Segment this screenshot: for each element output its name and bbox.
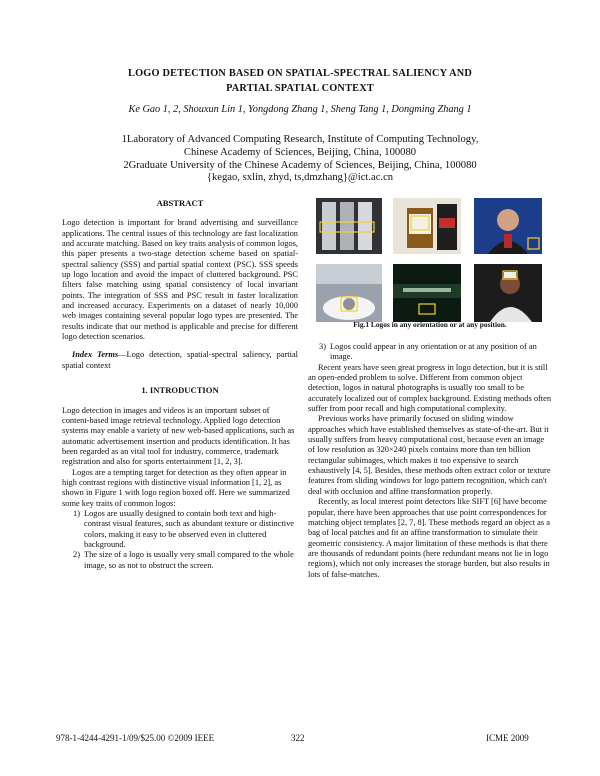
figure-1: [316, 198, 542, 324]
author-list: Ke Gao 1, 2, Shouxun Lin 1, Yongdong Zhang 1, Sheng Tang 1, Dongming Zhang 1: [128, 104, 472, 115]
list-item: 2) The size of a logo is usually very small compared to the whole image, so as not to obstruct the screen.: [73, 550, 294, 570]
figure-caption: Fig.1 Logos in any orientation or at any position.: [353, 320, 507, 329]
affiliation-line: 2Graduate University of the Chinese Academy of Sciences, Beijing, China, 100080: [123, 159, 477, 171]
figure-photo: [316, 198, 382, 254]
photo-perfume: [393, 198, 461, 254]
body-paragraph: Previous works have primarily focused on sliding window approaches which have established themselves as state-of-the-art. But it usually suffers from heavy computational cost, because even an image of low resolution as 320×240 pixels contains more than ten billion rectangular subimages, which makes it too expensive to search exhaustively [4, 5]. Besides, these methods often extract color or texture features from sliding windows for logo pattern recognition, which can't deal with occlusion and affine transformation properly.: [308, 414, 551, 496]
photo-news-anchor: [474, 198, 542, 254]
figure-photo: [474, 198, 542, 254]
index-terms-text: —Logo detection, spatial-spectral saliency, partial spatial context: [62, 350, 298, 370]
photo-tennis-player: [474, 264, 542, 322]
index-terms: [62, 350, 298, 371]
list-item: 1) Logos are usually designed to contain both text and high-contrast visual features, such as abundant texture or distinctive colors, making it easy to be observed even in cluttered background.: [73, 508, 295, 549]
list-item: 3) Logos could appear in any orientation or at any position of an image.: [319, 342, 537, 362]
page-number: 322: [291, 733, 305, 743]
index-terms-label: Index Terms: [72, 350, 119, 360]
title-line-2: PARTIAL SPATIAL CONTEXT: [226, 83, 374, 94]
right-column: [308, 342, 552, 580]
affiliations: [60, 134, 540, 185]
left-column: [62, 198, 298, 571]
traits-list: [62, 509, 298, 571]
intro-paragraph: Logo detection in images and videos is an important subset of content-based image retrieval technology. Applied logo detection systems may enable a variety of new web-based applications, such as automatic advertisement insertion and products identification. It has been regarded as an vital tool for industry, commerce, trademark registration and also for sports entertainment [1, 2, 3].: [62, 405, 295, 467]
figure-photo: [393, 264, 461, 322]
affiliation-line: 1Laboratory of Advanced Computing Research, Institute of Computing Technology,: [121, 134, 479, 145]
photo-bottles: [316, 198, 382, 254]
figure-photo: [316, 264, 382, 322]
footer-copyright: 978-1-4244-4291-1/09/$25.00 ©2009 IEEE: [56, 733, 215, 743]
introduction-heading: 1. INTRODUCTION: [141, 385, 219, 396]
affiliation-line: Chinese Academy of Sciences, Beijing, China, 100080: [183, 146, 417, 158]
paper-title: [60, 66, 540, 96]
body-paragraph: Recently, as local interest point detectors like SIFT [6] have become popular, there have been approaches that use point correspondences for matching object templates [2, 7, 8]. These methods regard an object as a bag of local patches and fit an affine transformation to simulate their geometric consistency. A major limitation of these methods is that there are thousands of redundant points (here redundant means not lie in logo regions), which not only increases the storage burden, but also results in lots of false-matches.: [308, 497, 550, 579]
body-paragraph: Recent years have seen great progress in logo detection, but it is still an open-ended problem to solve. Different from common object detection, logos in natural photographs is usually too small to be accurately localized out of complex background. Existing methods often suffer from poor recall and high computational complexity.: [308, 362, 552, 414]
photo-dark-ad: [393, 264, 461, 322]
intro-paragraph: Logos are a tempting target for detection as they often appear in high contrast regions with distinctive visual information [1, 2], as shown in Figure 1 with logo region boxed off. Here we summarized some key traits of common logos:: [62, 467, 290, 508]
abstract-text: Logo detection is important for brand advertising and surveillance applications. The central issues of this technology are fast localization and accurate matching. Based on key traits analysis of common logos, this paper presents a two-stage detection scheme based on spatial-spectral saliency (SSS) and partial spatial context (PSC). SSS speeds up logo location and avoid the impact of cluttered background. PSC filters false matching using spatial consistency of local invariant points. The integration of SSS and PSC result in faster localization and increased accuracy. Experiments on a dataset of nearly 10,000 web images containing several popular logo types are presented. The results indicate that our method is applicable and precise for different logo detection scenarios.: [62, 218, 298, 342]
title-line-1: LOGO DETECTION BASED ON SPATIAL-SPECTRAL SALIENCY AND: [128, 68, 472, 79]
footer-conference: ICME 2009: [486, 733, 529, 743]
abstract-heading: ABSTRACT: [156, 198, 204, 208]
email-line: {kegao, sxlin, zhyd, ts,dmzhang}@ict.ac.cn: [206, 172, 394, 184]
figure-photo: [393, 198, 461, 254]
figure-photo: [474, 264, 542, 322]
photo-car-race: [316, 264, 382, 322]
